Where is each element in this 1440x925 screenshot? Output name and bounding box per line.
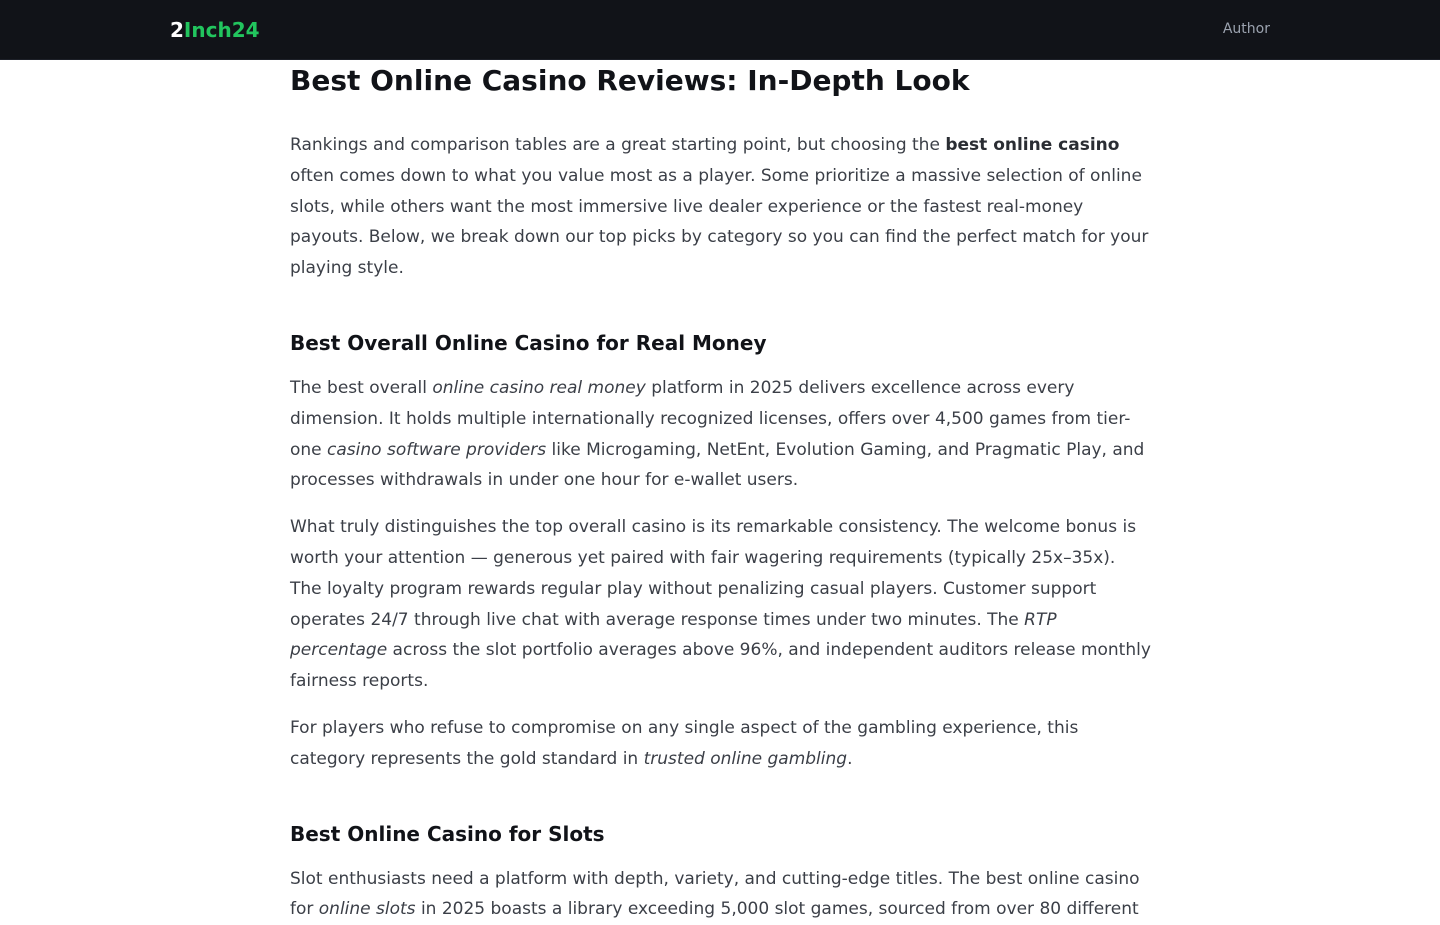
site-logo-link[interactable]	[170, 18, 260, 42]
s1p2-text-1: What truly distinguishes the top overall casino is its remarkable consistency. The welcome bonus is worth your attention — generous yet paired with fair wagering requirements (typically 25x–35x). The loyalty program rewards regular play without penalizing casual players. Customer support operates 24/7 through live chat with average response times under two minutes. The	[290, 517, 1137, 630]
section2-paragraph-1	[290, 864, 1152, 925]
section1-paragraph-3	[290, 713, 1152, 775]
s2p1-italic-1: online slots	[318, 899, 416, 920]
s1p1-italic-2: casino software providers	[327, 439, 547, 460]
intro-paragraph	[290, 130, 1152, 284]
s1p1-text-1: The best overall	[290, 377, 433, 398]
top-navigation-bar	[0, 0, 1440, 60]
s1p3-text-1: For players who refuse to compromise on any single aspect of the gambling experience, this category represents the gold standard in	[290, 717, 1079, 769]
section1-paragraph-1	[290, 373, 1152, 496]
s1p1-italic-1: online casino real money	[432, 377, 646, 398]
s1p2-italic-1: RTP percentage	[290, 609, 1057, 661]
article-title: Best Online Casino Reviews: In-Depth Look	[290, 64, 970, 97]
s2p1-text-1: Slot enthusiasts need a platform with depth, variety, and cutting-edge titles. The best online casino for	[290, 868, 1140, 920]
s1p1-text-2: platform in 2025 delivers excellence across every dimension. It holds multiple internationally recognized licenses, offers over 4,500 games from tier-one	[290, 377, 1131, 460]
section1-paragraph-2	[290, 512, 1152, 697]
section-heading-best-slots: Best Online Casino for Slots	[290, 821, 605, 846]
intro-bold-keyword: best online casino	[945, 135, 1120, 155]
intro-text-2: often comes down to what you value most as a player. Some prioritize a massive selection of online slots, while others want the most immersive live dealer experience or the fastest real-money payouts. Below, we break down our top picks by category so you can find the perfect match for your playing style.	[290, 165, 1149, 279]
section-heading-best-overall: Best Overall Online Casino for Real Money	[290, 330, 767, 355]
s1p1-text-3: like Microgaming, NetEnt, Evolution Gaming, and Pragmatic Play, and processes withdrawals in under one hour for e-wallet users.	[290, 439, 1145, 491]
s1p3-italic-1: trusted online gambling	[643, 748, 848, 769]
brand-number: 2	[170, 18, 184, 42]
s1p2-text-2: across the slot portfolio averages above 96%, and independent auditors release monthly fairness reports.	[290, 640, 1151, 692]
brand-name: Inch24	[183, 18, 260, 42]
s1p3-text-2: .	[847, 748, 853, 769]
intro-text-1: Rankings and comparison tables are a great starting point, but choosing the	[290, 135, 946, 155]
article-content	[290, 62, 1152, 925]
nav-author-link[interactable]: Author	[1222, 21, 1270, 37]
s2p1-text-2: in 2025 boasts a library exceeding 5,000 slot games, sourced from over 80 different	[415, 899, 1139, 920]
